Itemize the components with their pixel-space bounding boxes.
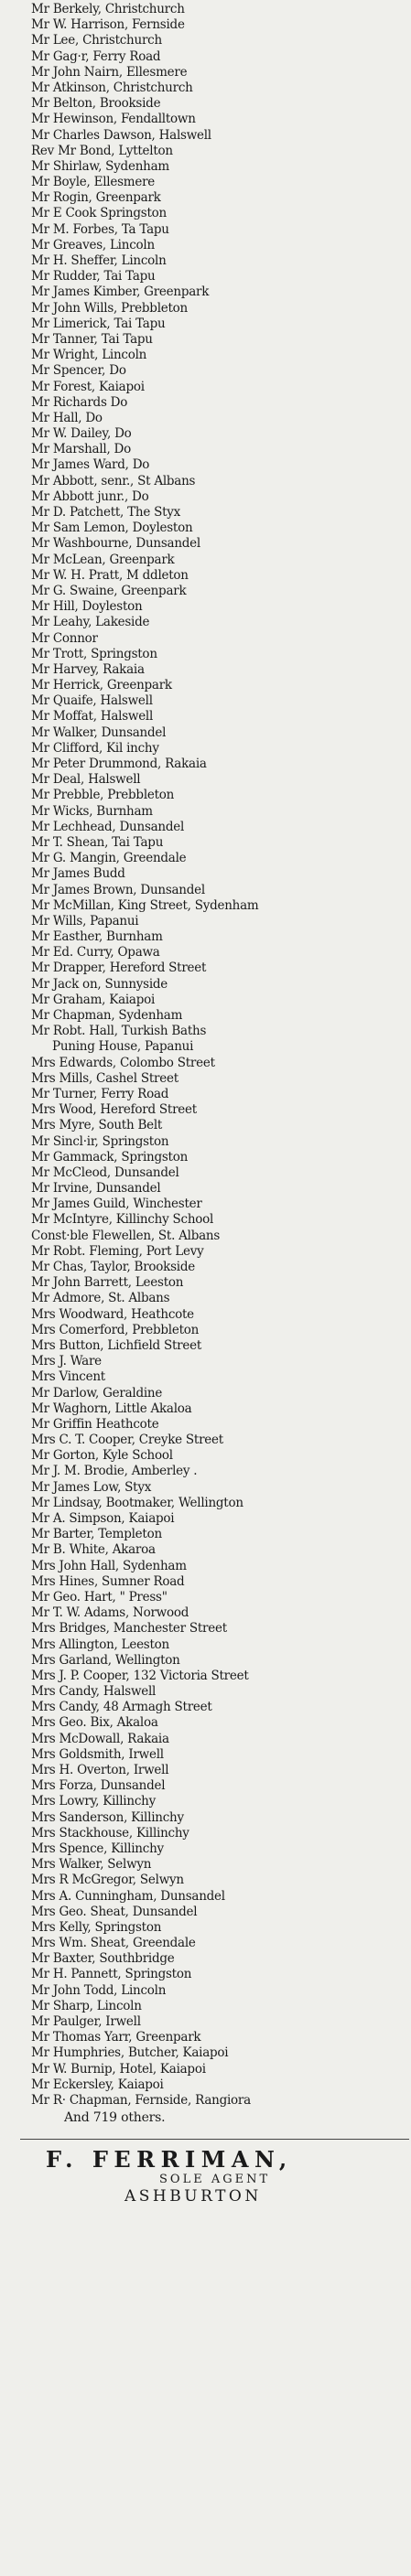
subscriber-entry: Mrs Walker, Selwyn (31, 1857, 152, 1873)
subscriber-entry: Mrs John Hall, Sydenham (31, 1558, 187, 1573)
subscriber-entry: Mr Lindsay, Bootmaker, Wellington (31, 1495, 243, 1510)
subscriber-entry: Puning House, Papanui (52, 1039, 194, 1055)
subscriber-entry: Mr Irvine, Dunsandel (31, 1181, 161, 1197)
subscriber-entry: Mr Abbott, senr., St Albans (31, 473, 196, 488)
subscriber-entry: Mr Sincl·ir, Springston (31, 1133, 169, 1149)
subscriber-entry: Mr H. Sheffer, Lincoln (31, 253, 167, 268)
subscriber-entry: Mr Robt. Hall, Turkish Baths (31, 1024, 207, 1039)
subscriber-entry: Mr Darlow, Geraldine (31, 1385, 163, 1401)
subscriber-entry: Mr E Cook Springston (31, 206, 167, 221)
subscriber-entry: Mr Moffat, Halswell (31, 709, 154, 724)
subscriber-entry: Mr Wicks, Burnham (31, 803, 153, 819)
subscriber-entry: Mrs Allington, Leeston (31, 1637, 169, 1652)
subscriber-entry: Mrs Woodward, Heathcote (31, 1306, 194, 1322)
subscriber-entry: Mr W. Harrison, Fernside (31, 17, 185, 33)
subscriber-entry: Mrs H. Overton, Irwell (31, 1763, 169, 1777)
subscriber-entry: Mr John Todd, Lincoln (31, 1982, 167, 1998)
subscriber-entry: Const·ble Flewellen, St. Albans (31, 1228, 221, 1243)
subscriber-entry: Mrs McDowall, Rakaia (31, 1731, 169, 1746)
subscriber-entry: Mr Drapper, Hereford Street (31, 961, 207, 976)
subscriber-entry: Mr Gammack, Springston (31, 1149, 189, 1165)
subscriber-entry: Mr James Low, Styx (31, 1479, 152, 1495)
subscriber-entry: Mr Turner, Ferry Road (31, 1086, 169, 1101)
subscriber-entry: Mr Clifford, Kil inchy (31, 740, 159, 756)
subscriber-entry: Mr W. Dailey, Do (31, 426, 132, 442)
subscriber-entry: Mr John Barrett, Leeston (31, 1275, 184, 1291)
subscriber-entry: Mr B. White, Akaroa (31, 1542, 156, 1558)
subscriber-entry: Mrs J. Ware (31, 1354, 102, 1369)
subscriber-entry: Mr Limerick, Tai Tapu (31, 316, 166, 331)
subscriber-entry: Mr Rogin, Greenpark (31, 190, 161, 206)
agent-town: ASHBURTON (124, 2187, 262, 2206)
subscriber-entry: Mrs C. T. Cooper, Creyke Street (31, 1433, 223, 1448)
subscriber-entry: Mr M. Forbes, Ta Tapu (31, 221, 169, 237)
subscriber-entry: Mr W. Burnip, Hotel, Kaiapoi (31, 2061, 206, 2077)
subscriber-entry: Mr Waghorn, Little Akaloa (31, 1401, 192, 1416)
subscriber-entry: Mr Sam Lemon, Doyleston (31, 521, 193, 536)
subscriber-entry: Mr Graham, Kaiapoi (31, 992, 156, 1007)
subscriber-entry: Mr Leahy, Lakeside (31, 615, 150, 630)
subscriber-entry: Mrs Candy, 48 Armagh Street (31, 1700, 212, 1715)
subscriber-entry: Mr James Ward, Do (31, 457, 150, 473)
subscriber-entry: Mr G. Mangin, Greendale (31, 851, 187, 866)
agent-footer (7, 2147, 406, 2215)
subscriber-entry: Mr J. M. Brodie, Amberley . (31, 1464, 198, 1479)
subscriber-entry: Mr Baxter, Southbridge (31, 1951, 175, 1967)
subscriber-entry: Mr Spencer, Do (31, 363, 126, 379)
subscriber-entry: Mrs Kelly, Springston (31, 1919, 162, 1935)
subscriber-entry: Mrs Geo. Sheat, Dunsandel (31, 1904, 198, 1919)
subscriber-entry: Mr Atkinson, Christchurch (31, 80, 193, 95)
subscriber-entry: Mr Prebble, Prebbleton (31, 788, 175, 803)
subscriber-entry: Mrs Geo. Bix, Akaloa (31, 1715, 158, 1731)
subscriber-entry: Mr Hill, Doyleston (31, 599, 143, 615)
subscriber-entry: Mr Shirlaw, Sydenham (31, 158, 169, 174)
subscriber-entry: Mrs Stackhouse, Killinchy (31, 1825, 189, 1841)
subscriber-entry: Mr Gag·r, Ferry Road (31, 48, 161, 64)
subscriber-entry: Mr D. Patchett, The Styx (31, 505, 181, 520)
agent-role: SOLE AGENT (159, 2173, 271, 2187)
subscriber-entry: Mr Richards Do (31, 394, 128, 410)
agent-name: F. FERRIMAN, (46, 2146, 293, 2174)
subscriber-entry: Mr Charles Dawson, Halswell (31, 127, 211, 143)
subscriber-entry: Mr Hall, Do (31, 410, 103, 425)
subscriber-entry: Mr W. H. Pratt, M ddleton (31, 567, 189, 583)
subscriber-entry: Mr Lechhead, Dunsandel (31, 819, 185, 834)
subscriber-entry: Mr Greaves, Lincoln (31, 237, 155, 252)
subscriber-entry: Mrs Sanderson, Killinchy (31, 1809, 184, 1825)
subscriber-entry: Mr John Wills, Prebbleton (31, 300, 189, 316)
subscriber-entry: Mr Thomas Yarr, Greenpark (31, 2030, 201, 2045)
subscriber-entry: Mrs Forza, Dunsandel (31, 1778, 166, 1794)
subscriber-entry: Mrs Myre, South Belt (31, 1118, 163, 1133)
subscriber-entry: Mr Geo. Hart, " Press" (31, 1589, 168, 1605)
subscriber-entry: Mr Marshall, Do (31, 442, 131, 457)
subscriber-entry: Mrs Wm. Sheat, Greendale (31, 1936, 196, 1951)
subscriber-entry: Mrs Wood, Hereford Street (31, 1102, 197, 1118)
subscriber-entry: Mr James Budd (31, 866, 125, 882)
subscriber-entry: Mr Humphries, Butcher, Kaiapoi (31, 2045, 229, 2061)
subscriber-entry: Mr Quaife, Halswell (31, 693, 153, 709)
subscriber-entry: Mr Walker, Dunsandel (31, 724, 167, 740)
subscriber-entry: Mr Admore, St. Albans (31, 1291, 170, 1306)
subscriber-entry: Mr Boyle, Ellesmere (31, 175, 156, 190)
subscriber-list (7, 2, 406, 2109)
subscriber-entry: Mr Herrick, Greenpark (31, 678, 172, 693)
subscriber-entry: Mr James Brown, Dunsandel (31, 882, 205, 897)
subscriber-entry: Mrs Mills, Cashel Street (31, 1070, 178, 1086)
subscriber-entry: Mr Forest, Kaiapoi (31, 379, 145, 394)
subscriber-entry: Mrs Edwards, Colombo Street (31, 1055, 215, 1070)
subscriber-entry: Mr McMillan, King Street, Sydenham (31, 897, 259, 913)
others-count: And 719 others. (64, 2110, 166, 2126)
subscriber-entry: Mrs Goldsmith, Irwell (31, 1746, 164, 1762)
subscriber-entry: Mr Griffin Heathcote (31, 1416, 159, 1432)
subscriber-entry: Mr Eckersley, Kaiapoi (31, 2077, 164, 2092)
subscriber-entry: Mrs Hines, Sumner Road (31, 1573, 185, 1589)
subscriber-entry: Mr McIntyre, Killinchy School (31, 1212, 214, 1228)
subscriber-entry: Mrs Lowry, Killinchy (31, 1794, 156, 1809)
subscriber-entry: Mr Barter, Templeton (31, 1527, 162, 1542)
subscriber-entry: Mr Trott, Springston (31, 646, 157, 661)
subscriber-entry: Mrs Vincent (31, 1369, 105, 1385)
subscriber-entry: Mr McCleod, Dunsandel (31, 1165, 179, 1180)
subscriber-entry: Mr Tanner, Tai Tapu (31, 331, 153, 347)
subscriber-entry: Mr Wills, Papanui (31, 913, 139, 928)
subscriber-entry: Mr T. Shean, Tai Tapu (31, 834, 164, 850)
subscriber-entry: Mr James Guild, Winchester (31, 1197, 202, 1212)
subscriber-entry: Mr Gorton, Kyle School (31, 1448, 173, 1464)
subscriber-entry: Mr Chas, Taylor, Brookside (31, 1260, 195, 1274)
subscriber-entry: Mr Peter Drummond, Rakaia (31, 757, 207, 771)
subscriber-entry: Mrs R McGregor, Selwyn (31, 1873, 184, 1888)
subscriber-entry: Mr R· Chapman, Fernside, Rangiora (31, 2092, 251, 2108)
subscriber-entry: Mrs Button, Lichfield Street (31, 1337, 201, 1353)
subscriber-entry: Mr Robt. Fleming, Port Levy (31, 1243, 204, 1259)
subscriber-entry: Mr G. Swaine, Greenpark (31, 583, 187, 598)
subscriber-entry: Mr McLean, Greenpark (31, 552, 175, 567)
subscriber-entry: Mr Berkely, Christchurch (31, 2, 185, 16)
subscriber-entry: Mr Easther, Burnham (31, 929, 163, 945)
subscriber-entry: Mr Wright, Lincoln (31, 348, 147, 363)
subscriber-entry: Rev Mr Bond, Lyttelton (31, 143, 173, 158)
subscriber-entry: Mrs A. Cunningham, Dunsandel (31, 1888, 225, 1904)
subscriber-entry: Mr Ed. Curry, Opawa (31, 945, 160, 961)
subscriber-entry: Mr James Kimber, Greenpark (31, 284, 210, 300)
subscriber-entry: Mr John Nairn, Ellesmere (31, 64, 188, 80)
subscriber-entry: Mr Jack on, Sunnyside (31, 976, 168, 992)
subscriber-entry: Mr Sharp, Lincoln (31, 1998, 142, 2013)
subscriber-entry: Mr T. W. Adams, Norwood (31, 1605, 189, 1621)
subscriber-entry: Mr Rudder, Tai Tapu (31, 269, 156, 284)
subscriber-entry: Mrs Garland, Wellington (31, 1652, 180, 1668)
subscriber-entry: Mr Abbott junr., Do (31, 488, 149, 504)
subscriber-entry: Mr Harvey, Rakaia (31, 661, 145, 677)
subscriber-entry: Mrs Candy, Halswell (31, 1684, 157, 1700)
subscriber-entry: Mr Lee, Christchurch (31, 33, 162, 48)
subscriber-entry: Mr Chapman, Sydenham (31, 1008, 183, 1023)
divider-rule (20, 2139, 409, 2140)
subscriber-entry: Mrs Spence, Killinchy (31, 1841, 164, 1856)
subscriber-entry: Mr A. Simpson, Kaiapoi (31, 1511, 175, 1526)
subscriber-entry: Mrs Comerford, Prebbleton (31, 1322, 200, 1337)
subscriber-entry: Mr Belton, Brookside (31, 96, 161, 112)
subscriber-entry: Mrs J. P. Cooper, 132 Victoria Street (31, 1668, 249, 1683)
subscriber-entry: Mr Connor (31, 630, 98, 646)
subscriber-entry: Mr Deal, Halswell (31, 772, 141, 788)
subscriber-entry: Mr H. Pannett, Springston (31, 1967, 192, 1982)
subscriber-entry: Mr Washbourne, Dunsandel (31, 536, 200, 552)
subscriber-entry: Mr Hewinson, Fendalltown (31, 112, 196, 127)
subscriber-entry: Mr Paulger, Irwell (31, 2014, 141, 2029)
subscriber-entry: Mrs Bridges, Manchester Street (31, 1621, 227, 1637)
